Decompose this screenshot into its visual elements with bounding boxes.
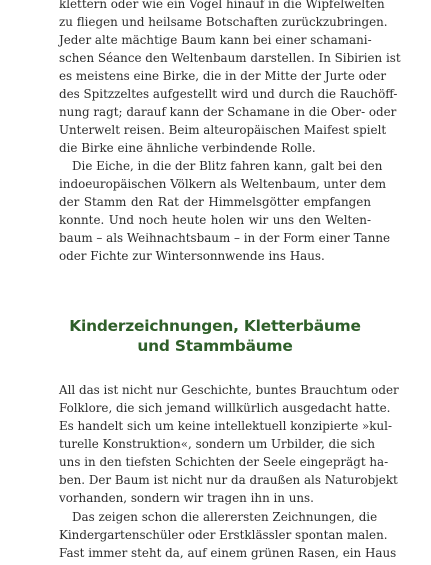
text-line: Jeder alte mächtige Baum kann bei einer schamani- (59, 33, 372, 47)
text-line: nung ragt; darauf kann der Schamane in die Ober- oder (59, 105, 397, 119)
text-line: Fast immer steht da, auf einem grünen Rasen, ein Haus (59, 546, 397, 560)
text-line: Es handelt sich um keine intellektuell konzipierte »kul- (59, 419, 392, 433)
section-heading-line-2: und Stammbäume (137, 337, 293, 355)
text-line: der Stamm den Rat der Himmelsgötter empfangen (59, 195, 371, 209)
text-line: Die Eiche, in die der Blitz fahren kann, galt bei den (72, 159, 383, 173)
text-line: oder Fichte zur Wintersonnwende ins Haus. (59, 249, 325, 263)
text-line: indoeuropäischen Völkern als Weltenbaum, unter dem (59, 177, 387, 191)
text-line: ben. Der Baum ist nicht nur da draußen als Naturobjekt (59, 473, 398, 487)
text-line: vorhanden, sondern wir tragen ihn in uns. (59, 491, 314, 505)
text-line: klettern oder wie ein Vogel hinauf in die Wipfelwelten (59, 0, 385, 11)
section-heading-line-1: Kinderzeichnungen, Kletterbäume (69, 317, 361, 335)
text-line: es meistens eine Birke, die in der Mitte der Jurte oder (59, 69, 387, 83)
text-line: uns in den tiefsten Schichten der Seele eingeprägt ha- (59, 455, 389, 469)
text-line: baum – als Weihnachtsbaum – in der Form einer Tanne (59, 231, 391, 245)
text-line: Unterwelt reisen. Beim alteuropäischen Maifest spielt (59, 123, 387, 137)
text-line: Folklore, die sich jemand willkürlich ausgedacht hatte. (59, 401, 391, 415)
text-line: des Spitzzeltes aufgestellt wird und durch die Rauchöff- (59, 87, 398, 101)
text-line: Das zeigen schon die allerersten Zeichnungen, die (72, 510, 378, 524)
text-line: zu fliegen und heilsame Botschaften zurückzubringen. (59, 15, 388, 29)
text-line: die Birke eine ähnliche verbindende Rolle. (59, 141, 316, 155)
text-line: All das ist nicht nur Geschichte, buntes Brauchtum oder (59, 383, 399, 397)
text-line: konnte. Und noch heute holen wir uns den Welten- (59, 213, 371, 227)
text-line: Kindergartenschüler oder Erstklässler spontan malen. (59, 528, 388, 542)
text-line: turelle Konstruktion«, sondern um Urbilder, die sich (59, 437, 375, 451)
text-line: schen Séance den Weltenbaum darstellen. In Sibirien ist (59, 51, 401, 65)
